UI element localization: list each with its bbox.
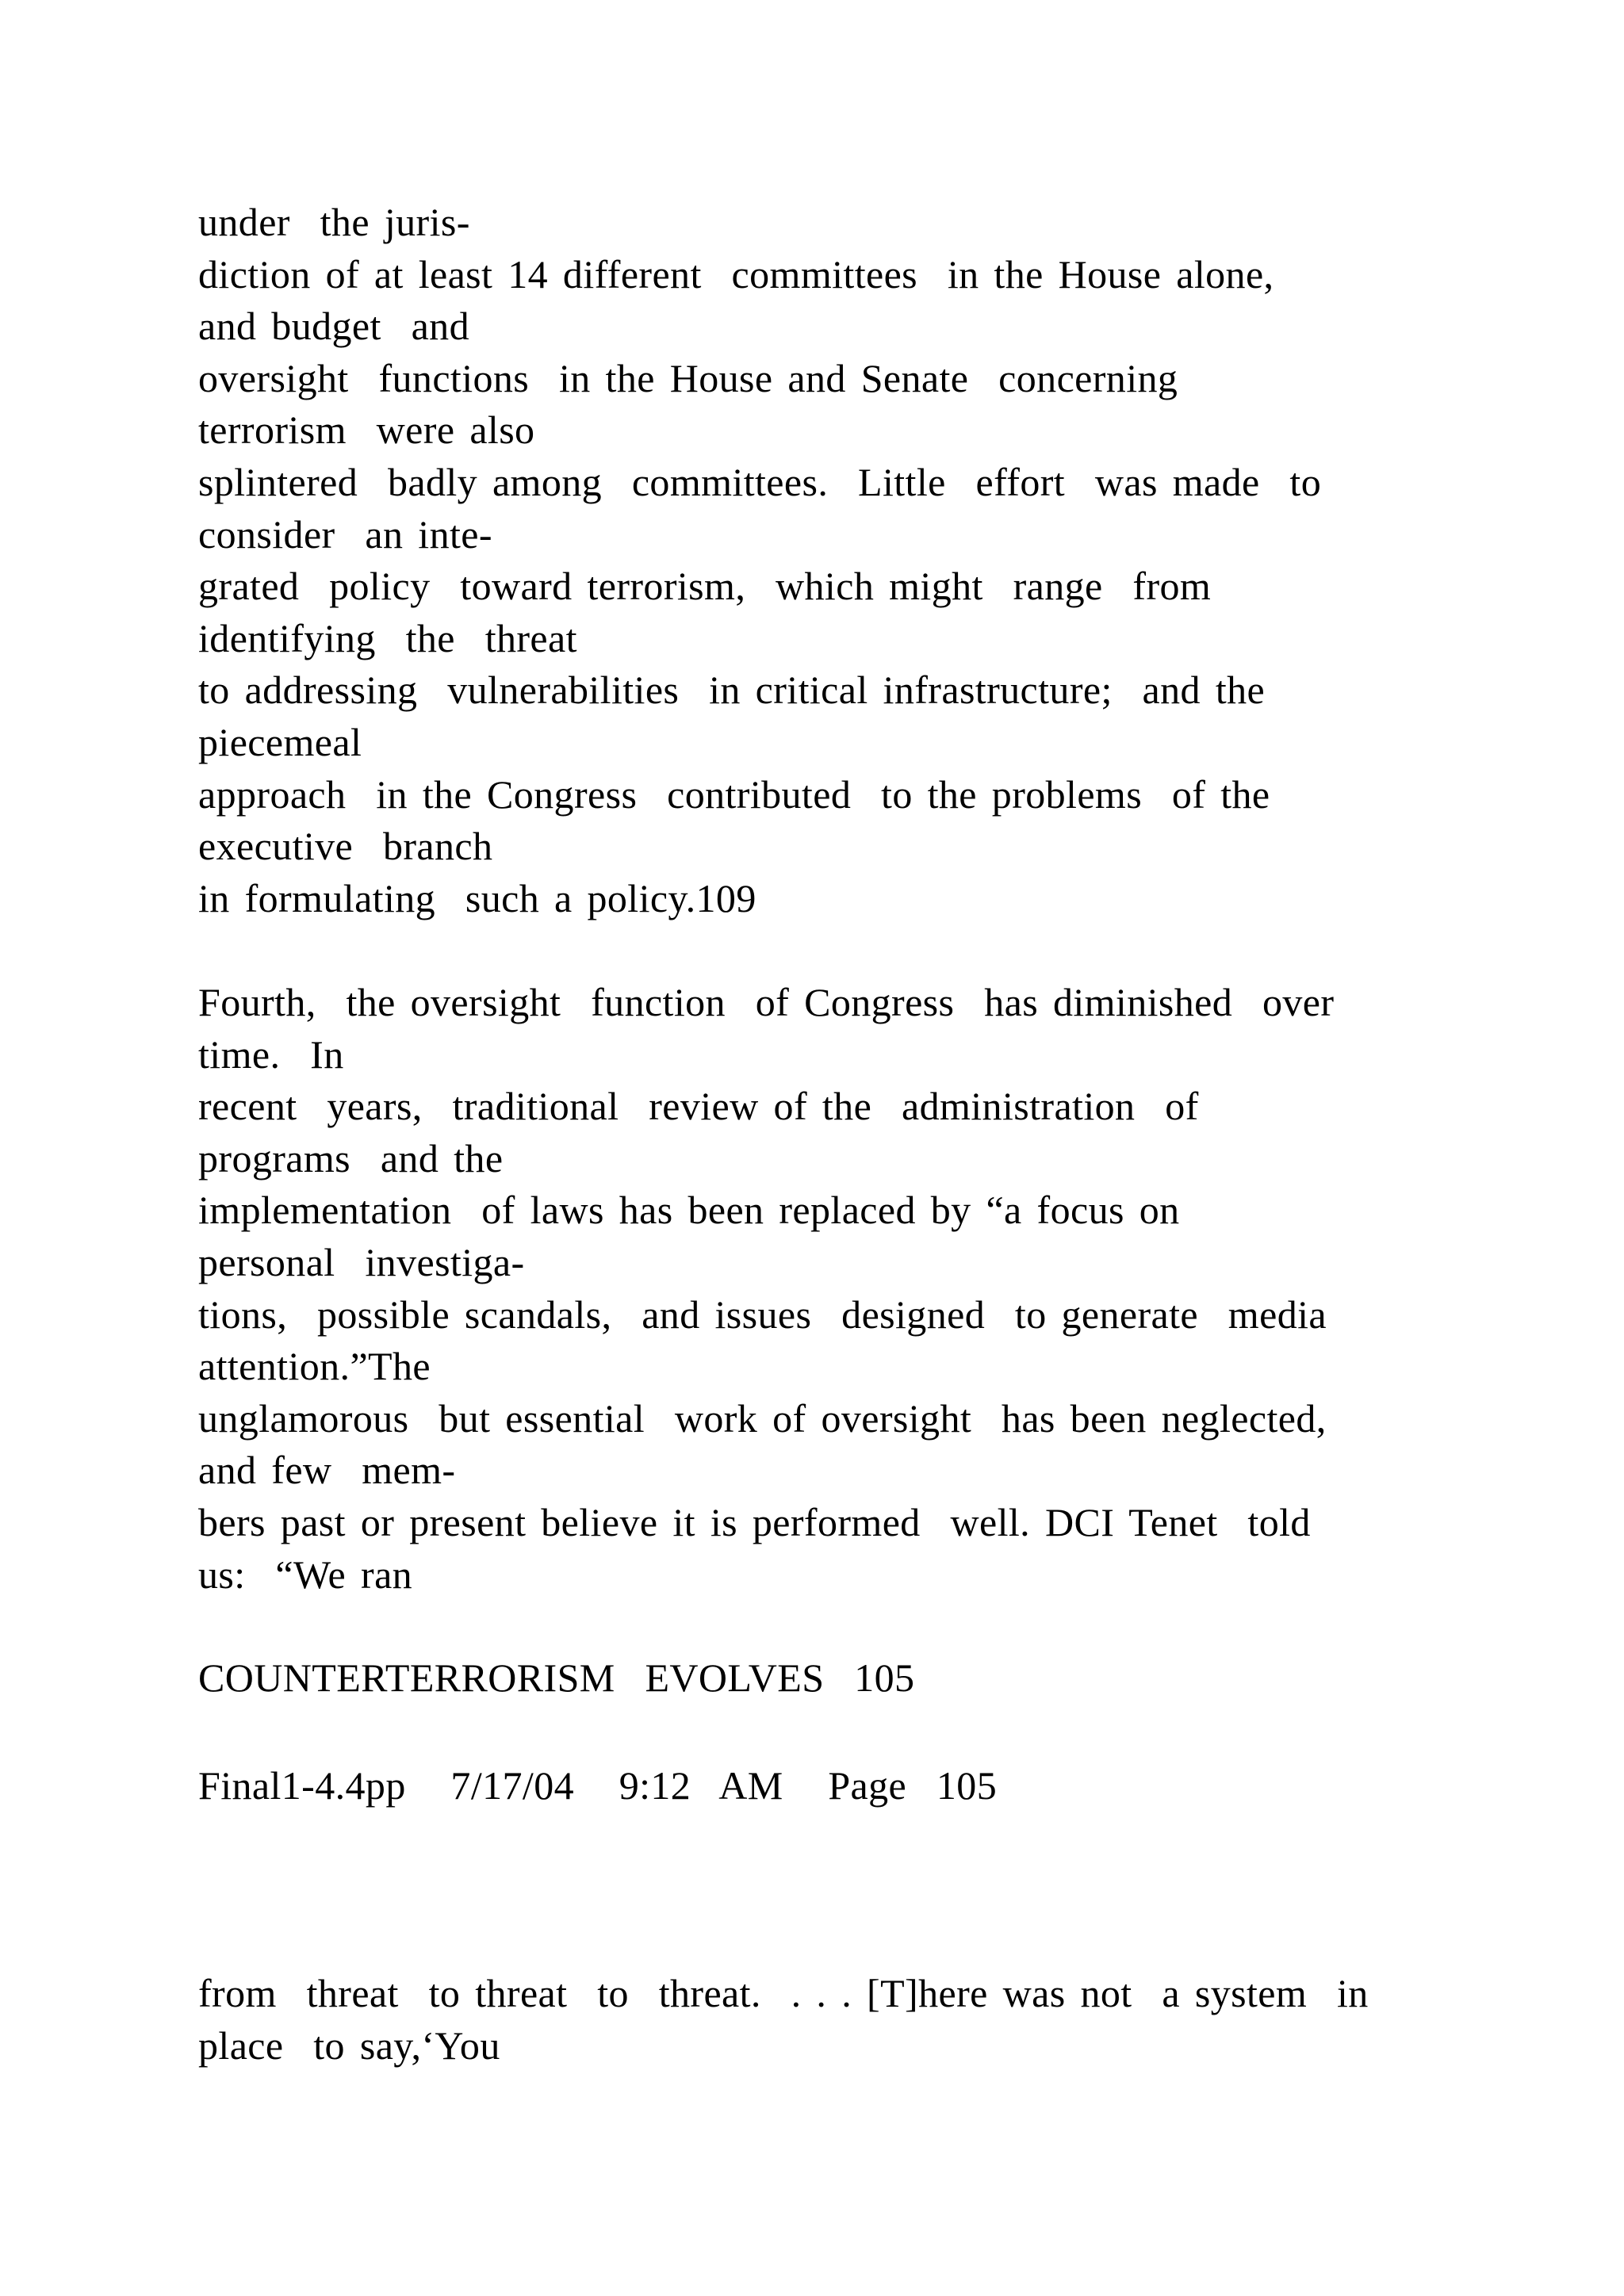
text-line: to addressing vulnerabilities in critical infrastructure; and the — [198, 668, 1266, 713]
text-line: piecemeal — [198, 719, 362, 764]
text-line: in formulating such a policy.109 — [198, 875, 756, 920]
text-line: consider an inte- — [198, 511, 492, 557]
text-line: and few mem- — [198, 1448, 456, 1493]
text-line: and budget and — [198, 304, 469, 349]
text-line: grated policy toward terrorism, which might range from — [198, 564, 1212, 609]
running-footer — [198, 1652, 1546, 1705]
text-line: implementation of laws has been replaced by “a focus on — [198, 1188, 1180, 1233]
text-line: diction of at least 14 different committees in the House alone, — [198, 251, 1274, 297]
text-line: personal investiga- — [198, 1239, 525, 1284]
running-footer-text: COUNTERTERRORISM EVOLVES 105 — [198, 1655, 915, 1700]
text-line: oversight functions in the House and Senate concerning — [198, 355, 1178, 400]
text-line: approach in the Congress contributed to the problems of the — [198, 771, 1270, 817]
text-line: terrorism were also — [198, 408, 535, 453]
text-line: executive branch — [198, 824, 493, 869]
text-line: time. In — [198, 1031, 344, 1077]
text-line: Fourth, the oversight function of Congress has diminished over — [198, 980, 1335, 1024]
paragraph-2 — [198, 977, 1546, 1601]
print-slug-text: Final1-4.4pp 7/17/04 9:12 AM Page 105 — [198, 1763, 998, 1808]
text-line: place to say,‘You — [198, 2022, 500, 2068]
paragraph-3 — [198, 1968, 1546, 2072]
text-line: from threat to threat to threat. . . . [T]here was not a system in — [198, 1971, 1369, 2015]
text-line: programs and the — [198, 1135, 504, 1181]
text-line: tions, possible scandals, and issues designed to generate media — [198, 1292, 1327, 1337]
text-line: unglamorous but essential work of oversight has been neglected, — [198, 1395, 1327, 1441]
text-line: attention.”The — [198, 1344, 431, 1389]
print-slug — [198, 1760, 1546, 1812]
text-line: identifying the threat — [198, 615, 577, 660]
text-line: bers past or present believe it is performed well. DCI Tenet told — [198, 1499, 1311, 1544]
text-line: us: “We ran — [198, 1552, 413, 1597]
paragraph-1 — [198, 197, 1546, 924]
text-line: under the juris- — [198, 200, 470, 244]
text-line: splintered badly among committees. Little effort was made to — [198, 459, 1322, 504]
text-line: recent years, traditional review of the administration of — [198, 1084, 1199, 1129]
